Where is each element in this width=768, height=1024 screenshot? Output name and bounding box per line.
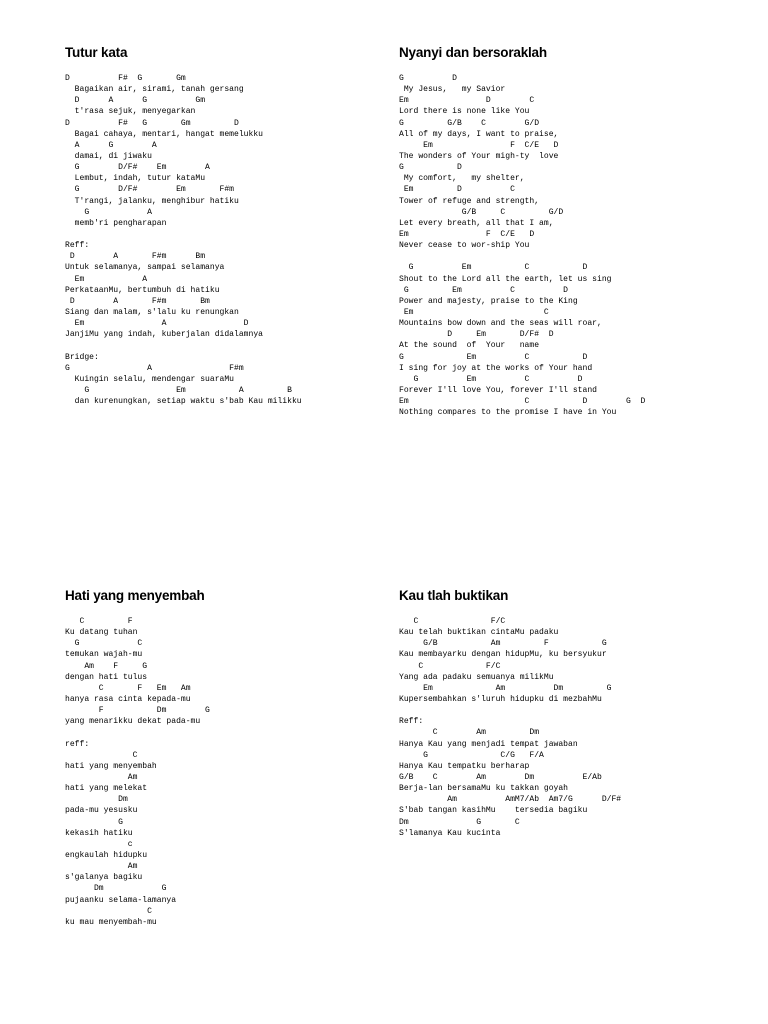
song-line: Em A <box>65 274 148 284</box>
song-lines <box>399 616 621 839</box>
song-line: c <box>65 839 133 849</box>
song-nyanyi-dan-bersoraklah <box>399 45 645 418</box>
song-line: Lembut, indah, tutur kataMu <box>65 174 206 184</box>
blank-line <box>65 340 302 351</box>
song-line: T'rangi, jalanku, menghibur hatiku <box>65 196 239 206</box>
song-line: dan kurenungkan, setiap waktu s'bab Kau milikku <box>65 397 302 407</box>
song-line: D A F#m Bm <box>65 252 206 262</box>
song-line: Berja-lan bersamaMu ku takkan goyah <box>399 784 569 794</box>
song-line: S'bab tangan kasihMu tersedia bagiku <box>399 806 588 816</box>
song-line: G C/G F/A <box>399 750 544 760</box>
song-line: Em C <box>399 307 549 317</box>
song-line: D F# G Gm <box>65 74 186 83</box>
song-line: Bagai cahaya, mentari, hangat memelukku <box>65 129 263 139</box>
song-line: hati yang melekat <box>65 784 148 794</box>
song-line: Em Am Dm G <box>399 683 612 693</box>
song-line: G Em A B <box>65 385 292 395</box>
song-line: C F Em Am <box>65 683 191 693</box>
blank-line <box>65 727 210 738</box>
song-line: Kau telah buktikan cintaMu padaku <box>399 628 559 638</box>
song-line: Am AmM7/Ab Am7/G D/F# <box>399 795 622 805</box>
song-line: Bridge: <box>65 352 99 362</box>
song-line: At the sound of Your name <box>399 341 540 351</box>
song-title: Hati yang menyembah <box>65 588 205 603</box>
song-line: pujaanku selama-lamanya <box>65 895 177 905</box>
song-hati-yang-menyembah <box>65 588 210 928</box>
song-line: D A F#m Bm <box>65 296 210 306</box>
song-line: G Em C D <box>399 285 569 295</box>
song-line: G A <box>65 207 152 217</box>
song-line: Untuk selamanya, sampai selamanya <box>65 263 225 273</box>
blank-line <box>399 251 645 262</box>
song-line: F Dm G <box>65 706 210 716</box>
song-line: kekasih hatiku <box>65 828 133 838</box>
song-line: G A F#m <box>65 363 244 373</box>
song-line: Hanya Kau tempatku berharap <box>399 761 530 771</box>
song-line: Shout to the Lord all the earth, let us sing <box>399 274 612 284</box>
song-line: Mountains bow down and the seas will roar, <box>399 319 602 329</box>
song-line: Am <box>65 862 138 872</box>
song-line: G/B Am F G <box>399 639 607 649</box>
song-lines <box>65 73 302 407</box>
song-title: Nyanyi dan bersoraklah <box>399 45 547 60</box>
song-line: Power and majesty, praise to the King <box>399 296 578 306</box>
song-line: G <box>65 817 123 827</box>
song-line: G D/F# Em A <box>65 163 210 173</box>
song-line: JanjiMu yang indah, kuberjalan didalamnya <box>65 330 263 340</box>
song-line: yang menarikku dekat pada-mu <box>65 717 201 727</box>
song-line: G D <box>399 163 462 173</box>
song-line: C F/C <box>399 617 506 626</box>
song-line: Kuingin selalu, mendengar suaraMu <box>65 374 235 384</box>
song-line: Kupersembahkan s'luruh hidupku di mezbahMu <box>399 694 602 704</box>
song-line: Em D C <box>399 96 535 106</box>
song-line: C <box>65 906 152 916</box>
song-line: PerkataanMu, bertumbuh di hatiku <box>65 285 220 295</box>
song-line: Let every breath, all that I am, <box>399 218 554 228</box>
song-line: Reff: <box>399 717 424 727</box>
song-line: Dm G <box>65 884 167 894</box>
song-title: Tutur kata <box>65 45 128 60</box>
song-line: Never cease to wor-ship You <box>399 241 530 251</box>
blank-line <box>399 705 621 716</box>
song-line: G/B C G/D <box>399 207 564 217</box>
song-line: C F <box>65 617 133 626</box>
song-line: memb'ri pengharapan <box>65 218 167 228</box>
song-line: My Jesus, my Savior <box>399 85 506 95</box>
song-line: My comfort, my shelter, <box>399 174 525 184</box>
song-line: Kau membayarku dengan hidupMu, ku bersyukur <box>399 650 607 660</box>
song-lines <box>399 73 645 418</box>
song-line: Nothing compares to the promise I have in You <box>399 408 617 418</box>
song-tutur-kata <box>65 45 302 407</box>
song-lines <box>65 616 210 928</box>
song-line: Dm <box>65 795 128 805</box>
song-line: Forever I'll love You, forever I'll stand <box>399 385 597 395</box>
song-line: t'rasa sejuk, menyegarkan <box>65 107 196 117</box>
song-line: s'galanya bagiku <box>65 873 143 883</box>
song-line: Em C D G D <box>399 397 646 407</box>
song-line: temukan wajah-mu <box>65 650 143 660</box>
song-line: The wonders of Your migh-ty love <box>399 151 559 161</box>
song-line: G D <box>399 74 457 83</box>
song-line: hanya rasa cinta kepada-mu <box>65 694 191 704</box>
song-line: Am <box>65 772 138 782</box>
song-line: Em F C/E D <box>399 229 535 239</box>
song-line: G Em C D <box>399 374 583 384</box>
song-line: reff: <box>65 739 90 749</box>
song-line: G C <box>65 639 143 649</box>
song-line: Dm G C <box>399 817 520 827</box>
song-line: hati yang menyembah <box>65 761 157 771</box>
song-line: D F# G Gm D <box>65 118 239 128</box>
song-line: engkaulah hidupku <box>65 850 148 860</box>
song-line: Tower of refuge and strength, <box>399 196 540 206</box>
song-line: ku mau menyembah-mu <box>65 917 157 927</box>
song-line: Siang dan malam, s'lalu ku renungkan <box>65 307 239 317</box>
song-line: G Em C D <box>399 352 588 362</box>
song-line: G Em C D <box>399 263 588 273</box>
song-line: S'lamanya Kau kucinta <box>399 828 501 838</box>
song-line: G G/B C G/D <box>399 118 540 128</box>
song-line: I sing for joy at the works of Your hand <box>399 363 593 373</box>
song-title: Kau tlah buktikan <box>399 588 509 603</box>
song-line: Em A D <box>65 319 249 329</box>
song-line: G/B C Am Dm E/Ab <box>399 772 602 782</box>
song-line: Em D C <box>399 185 515 195</box>
song-line: D A G Gm <box>65 96 206 106</box>
song-line: C Am Dm <box>399 728 540 738</box>
song-line: Reff: <box>65 241 90 251</box>
song-line: D Em D/F# D <box>399 330 554 340</box>
song-line: Hanya Kau yang menjadi tempat jawaban <box>399 739 578 749</box>
song-line: C <box>65 750 138 760</box>
song-line: C F/C <box>399 661 501 671</box>
song-line: Ku datang tuhan <box>65 628 138 638</box>
blank-line <box>65 229 302 240</box>
song-line: Bagaikan air, sirami, tanah gersang <box>65 85 244 95</box>
song-line: Em F C/E D <box>399 140 559 150</box>
song-line: dengan hati tulus <box>65 672 148 682</box>
song-line: damai, di jiwaku <box>65 151 152 161</box>
song-line: All of my days, I want to praise, <box>399 129 559 139</box>
song-kau-tlah-buktikan <box>399 588 621 839</box>
song-line: Lord there is none like You <box>399 107 530 117</box>
song-line: pada-mu yesusku <box>65 806 138 816</box>
song-line: Yang ada padaku semuanya milikMu <box>399 672 554 682</box>
song-line: G D/F# Em F#m <box>65 185 235 195</box>
song-line: A G A <box>65 140 157 150</box>
song-line: Am F G <box>65 661 148 671</box>
